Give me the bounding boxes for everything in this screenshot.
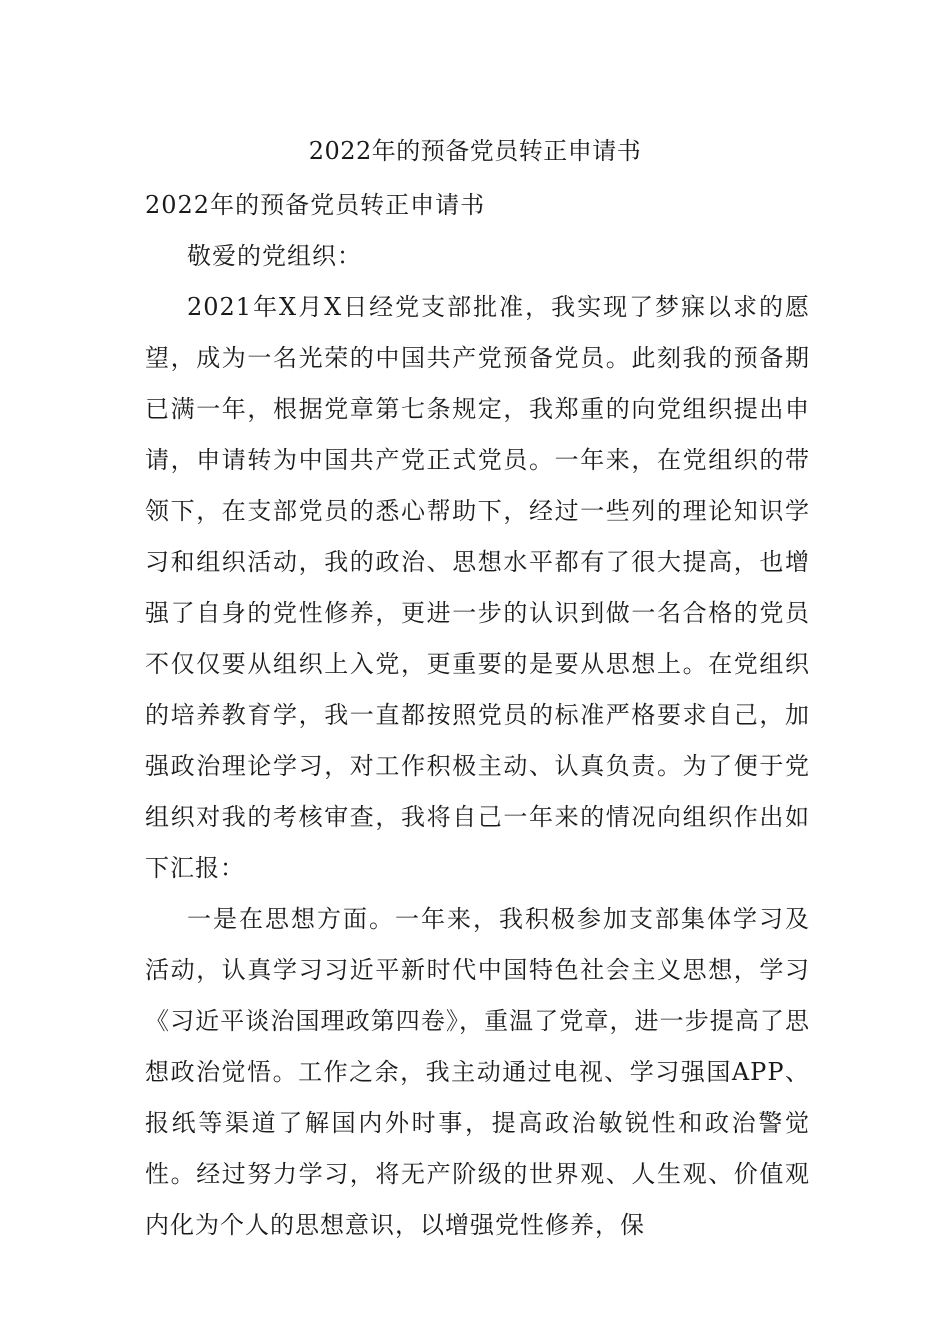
paragraph-thought: 一是在思想方面。一年来，我积极参加支部集体学习及活动，认真学习习近平新时代中国特色社会主义思想，学习《习近平谈治国理政第四卷》，重温了党章，进一步提高了思想政治觉悟。工作之余，我主动通过电视、学习强国APP、报纸等渠道了解国内外时事，提高政治敏锐性和政治警觉性。经过努力学习，将无产阶级的世界观、人生观、价值观内化为个人的思想意识，以增强党性修养，保 xyxy=(145,905,810,1239)
document-subtitle: 2022年的预备党员转正申请书 xyxy=(145,191,486,219)
document-title: 2022年的预备党员转正申请书 xyxy=(308,137,642,165)
paragraph-application: 2021年X月X日经党支部批准，我实现了梦寐以求的愿望，成为一名光荣的中国共产党预备党员。此刻我的预备期已满一年，根据党章第七条规定，我郑重的向党组织提出申请，申请转为中国共产党正式党员。一年来，在党组织的带领下，在支部党员的悉心帮助下，经过一些列的理论知识学习和组织活动，我的政治、思想水平都有了很大提高，也增强了自身的党性修养，更进一步的认识到做一名合格的党员不仅仅要从组织上入党，更重要的是要从思想上。在党组织的培养教育学，我一直都按照党员的标准严格要求自己，加强政治理论学习，对工作积极主动、认真负责。为了便于党组织对我的考核审查，我将自己一年来的情况向组织作出如下汇报： xyxy=(145,293,810,882)
salutation: 敬爱的党组织： xyxy=(187,242,362,270)
document-body xyxy=(145,180,810,1251)
